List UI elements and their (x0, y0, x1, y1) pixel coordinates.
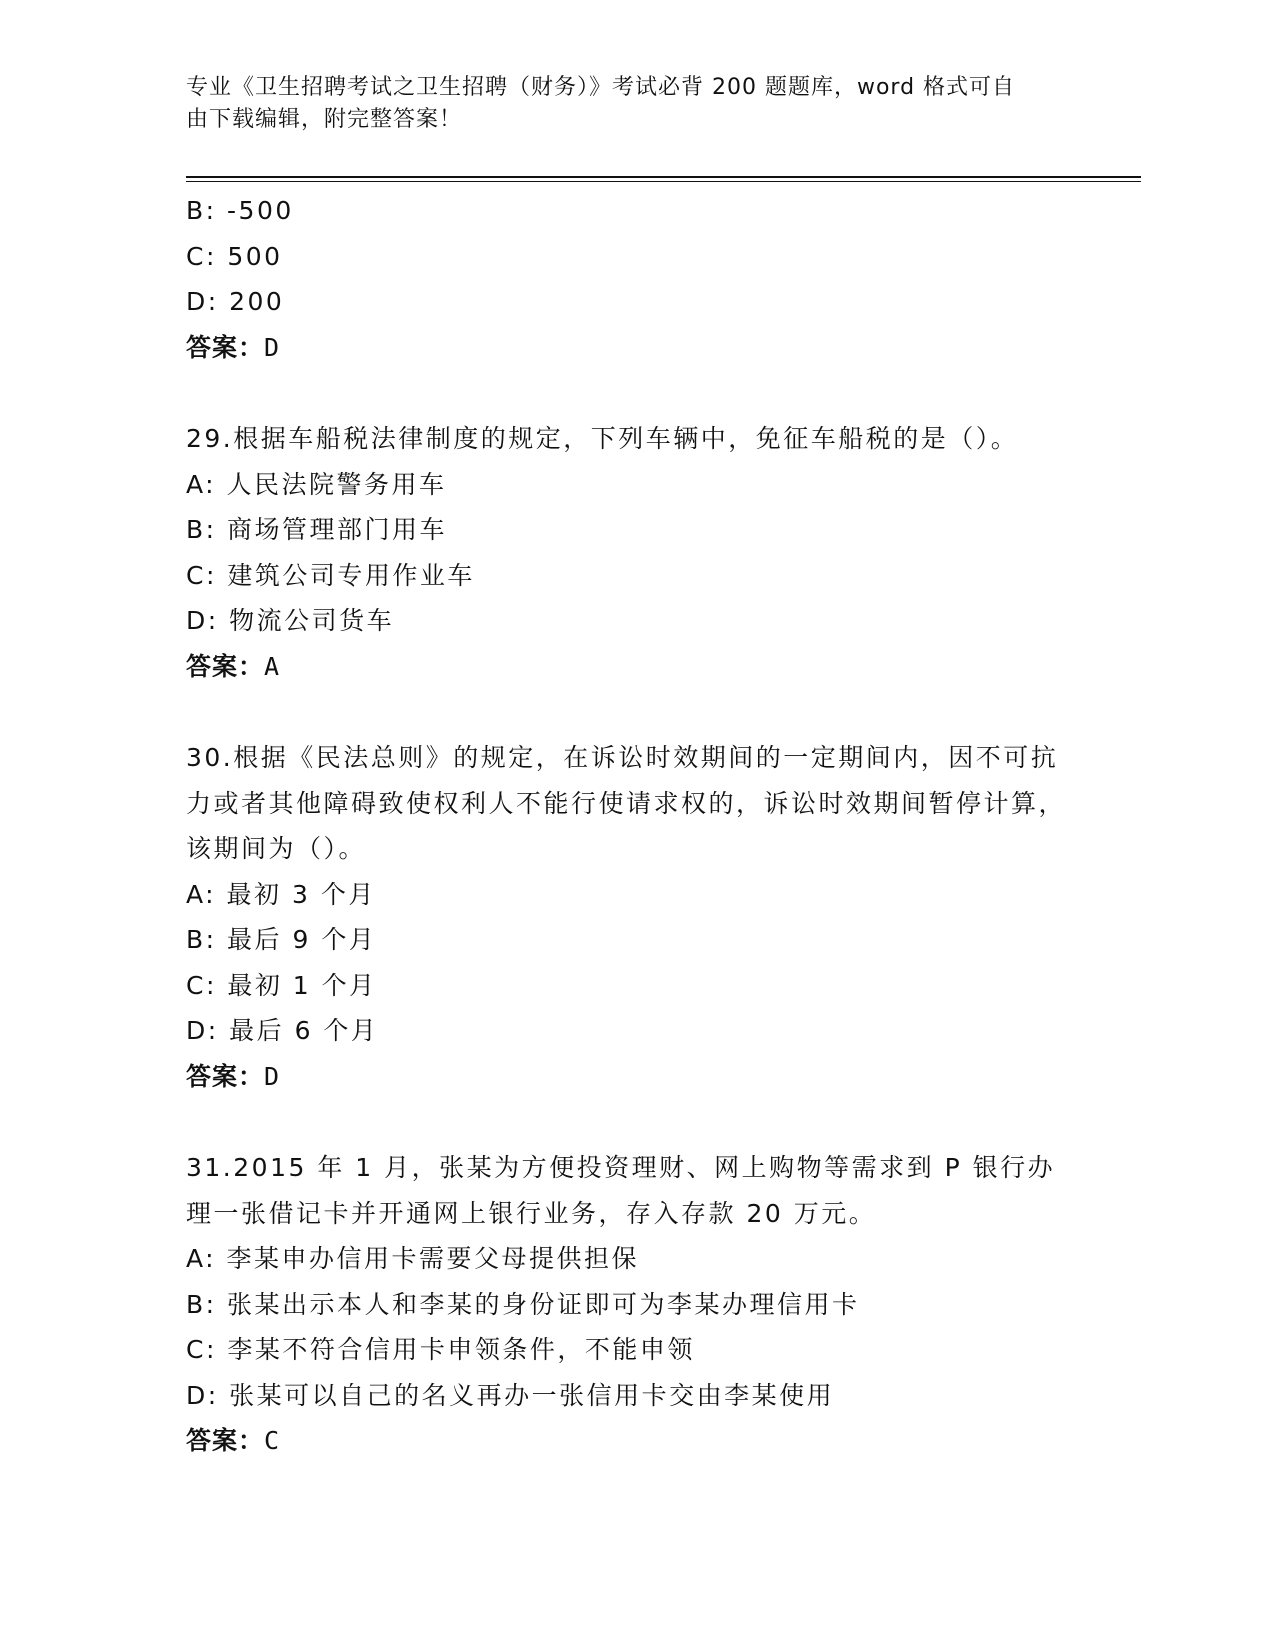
option-b: B: 商场管理部门用车 (186, 515, 448, 544)
spacer (186, 1099, 1086, 1145)
option-b: B: -500 (186, 196, 294, 225)
answer-line (186, 1054, 1086, 1100)
question-31 (186, 1145, 1086, 1464)
header-line-2: 由下载编辑，附完整答案！ (186, 107, 463, 132)
answer-label: 答案： (186, 651, 265, 681)
spacer (186, 370, 1086, 416)
question-stem: 29.根据车船税法律制度的规定，下列车辆中，免征车船税的是（）。 (186, 424, 1019, 453)
header-divider-thick (186, 176, 1141, 178)
answer-line (186, 1418, 1086, 1464)
question-stem: 30.根据《民法总则》的规定，在诉讼时效期间的一定期间内，因不可抗力或者其他障碍致使权利人不能行使请求权的，诉讼时效期间暂停计算，该期间为（）。 (186, 743, 1067, 863)
option-c: C: 建筑公司专用作业车 (186, 560, 475, 590)
option-c: C: 最初 1 个月 (186, 970, 377, 1000)
option-a: A: 人民法院警务用车 (186, 469, 447, 499)
answer-value: A (264, 651, 281, 681)
question-stem: 31.2015 年 1 月，张某为方便投资理财、网上购物等需求到 P 银行办理一张借记卡并开通网上银行业务，存入存款 20 万元。 (186, 1153, 1056, 1228)
spacer (186, 689, 1086, 735)
answer-label: 答案： (186, 1061, 265, 1091)
option-d: D: 物流公司货车 (186, 606, 395, 635)
option-b: B: 张某出示本人和李某的身份证即可为李某办理信用卡 (186, 1289, 860, 1319)
answer-value: C (264, 1426, 281, 1455)
document-header (186, 72, 1066, 136)
option-d: D: 200 (186, 287, 285, 316)
question-30 (186, 735, 1086, 1099)
option-a: A: 最初 3 个月 (186, 879, 376, 909)
question-28-continued (186, 188, 1086, 370)
answer-label: 答案： (186, 332, 265, 362)
option-d: D: 张某可以自己的名义再办一张信用卡交由李某使用 (186, 1380, 835, 1410)
header-line-1: 专业《卫生招聘考试之卫生招聘（财务）》考试必背 200 题题库，word 格式可自 (186, 75, 1016, 100)
answer-label: 答案： (186, 1426, 265, 1455)
answer-value: D (264, 332, 281, 362)
question-content (186, 188, 1086, 1464)
question-29 (186, 416, 1086, 689)
option-c: C: 500 (186, 241, 283, 271)
answer-line (186, 325, 1086, 371)
answer-line (186, 644, 1086, 690)
option-b: B: 最后 9 个月 (186, 925, 377, 954)
answer-value: D (264, 1061, 281, 1091)
header-divider-thin (186, 181, 1141, 182)
option-a: A: 李某申办信用卡需要父母提供担保 (186, 1244, 640, 1273)
option-c: C: 李某不符合信用卡申领条件，不能申领 (186, 1335, 695, 1364)
option-d: D: 最后 6 个月 (186, 1016, 379, 1045)
